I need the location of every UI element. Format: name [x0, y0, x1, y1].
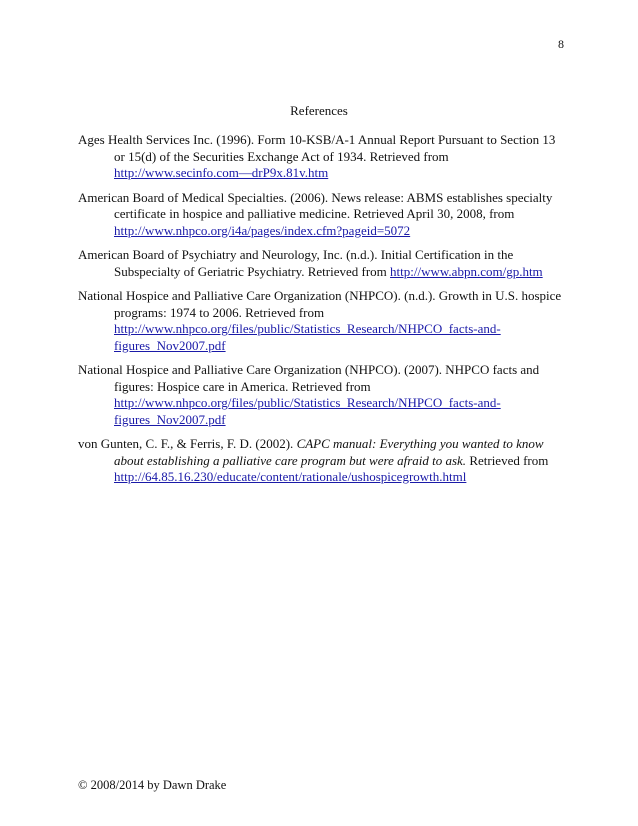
reference-text: Ages Health Services Inc. (1996). Form 10-KSB/A-1 Annual Report Pursuant to Section 13 or 15(d) of the Securities Exchange Act of 1934. Retrieved from	[78, 132, 556, 164]
reference-entry	[78, 247, 566, 280]
reference-text: American Board of Psychiatry and Neurology, Inc. (n.d.). Initial Certification in the Subspecialty of Geriatric Psychiatry. Retrieved from	[78, 247, 514, 279]
reference-title-italic: CAPC manual: Everything you wanted to know about establishing a palliative care program but were afraid to ask.	[114, 436, 544, 468]
page-number: 8	[558, 37, 564, 51]
reference-link[interactable]: http://www.nhpco.org/files/public/Statistics_Research/NHPCO_facts-and-figures_Nov2007.pdf	[114, 321, 501, 353]
reference-entry	[78, 190, 566, 240]
reference-entry	[78, 288, 566, 354]
reference-link[interactable]: http://www.nhpco.org/i4a/pages/index.cfm?pageid=5072	[114, 222, 411, 238]
references-heading: References	[290, 103, 348, 118]
reference-text: von Gunten, C. F., & Ferris, F. D. (2002).	[78, 436, 297, 451]
reference-text: National Hospice and Palliative Care Organization (NHPCO). (2007). NHPCO facts and figures: Hospice care in America. Retrieved from	[78, 362, 540, 394]
reference-list	[78, 132, 566, 494]
reference-text: National Hospice and Palliative Care Organization (NHPCO). (n.d.). Growth in U.S. hospice programs: 1974 to 2006. Retrieved from	[78, 288, 562, 320]
reference-entry	[78, 436, 566, 486]
reference-link[interactable]: http://64.85.16.230/educate/content/rationale/ushospicegrowth.html	[114, 469, 467, 484]
reference-link[interactable]: http://www.secinfo.com—drP9x.81v.htm	[114, 165, 329, 180]
reference-link[interactable]: http://www.nhpco.org/files/public/Statistics_Research/NHPCO_facts-and-figures_Nov2007.pdf	[114, 395, 501, 427]
reference-text: American Board of Medical Specialties. (2006). News release: ABMS establishes specialty certificate in hospice and palliative medicine. Retrieved April 30, 2008, from	[78, 189, 553, 221]
reference-text-after: Retrieved from	[466, 452, 549, 468]
copyright-footer: © 2008/2014 by Dawn Drake	[78, 778, 227, 792]
reference-entry	[78, 362, 566, 428]
reference-entry	[78, 132, 566, 182]
reference-link[interactable]: http://www.abpn.com/gp.htm	[390, 263, 543, 279]
